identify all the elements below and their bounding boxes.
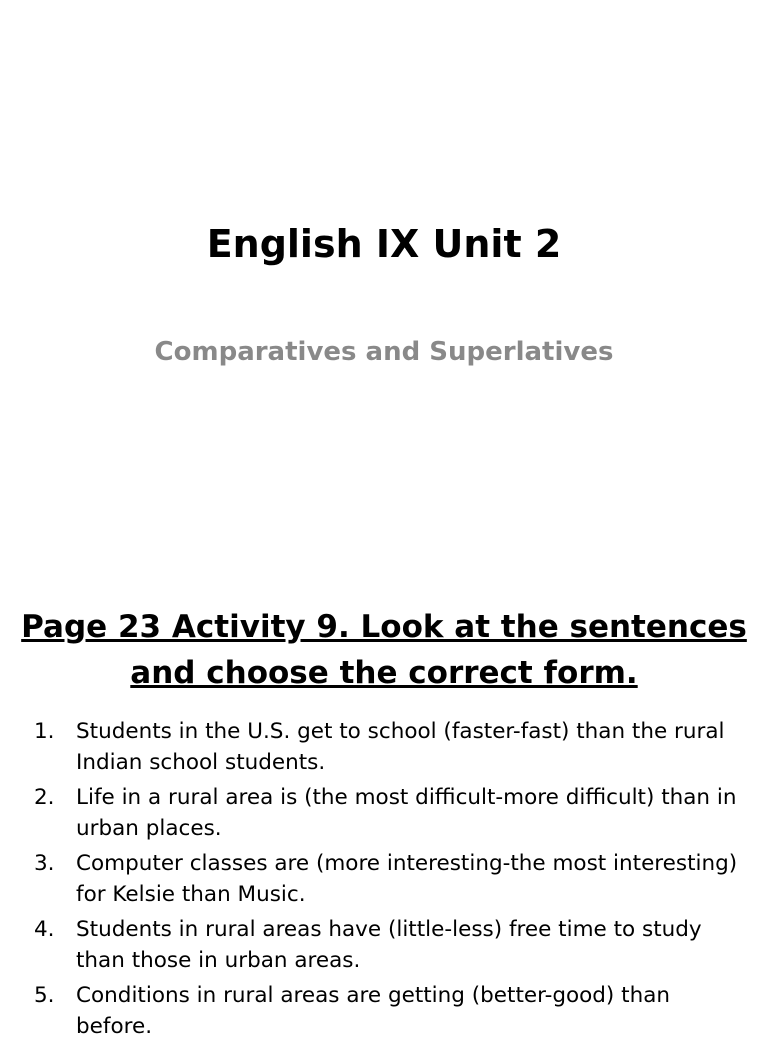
list-item-number: 2. xyxy=(34,785,55,810)
list-item-number: 1. xyxy=(34,719,55,744)
list-item-text: Computer classes are (more interesting-the most interesting) for Kelsie than Music. xyxy=(76,851,738,907)
question-list xyxy=(0,716,740,1046)
list-item-number: 5. xyxy=(34,983,55,1008)
list-item-number: 3. xyxy=(34,851,55,876)
list-item-text: Life in a rural area is (the most difficult-more difficult) than in urban places. xyxy=(76,785,737,841)
activity-heading: Page 23 Activity 9. Look at the sentences and choose the correct form. xyxy=(21,609,747,691)
list-item-text: Conditions in rural areas are getting (better-good) than before. xyxy=(76,983,671,1039)
list-item-text: Students in the U.S. get to school (faster-fast) than the rural Indian school students. xyxy=(76,719,725,775)
list-item xyxy=(0,782,740,844)
list-item xyxy=(0,914,740,976)
main-title: English IX Unit 2 xyxy=(206,222,562,266)
list-item xyxy=(0,980,740,1042)
activity-slide xyxy=(0,576,768,1039)
subtitle: Comparatives and Superlatives xyxy=(154,337,614,367)
list-item-number: 4. xyxy=(34,917,55,942)
list-item xyxy=(0,716,740,778)
list-item-text: Students in rural areas have (little-less) free time to study than those in urban areas. xyxy=(76,917,702,973)
list-item xyxy=(0,848,740,910)
